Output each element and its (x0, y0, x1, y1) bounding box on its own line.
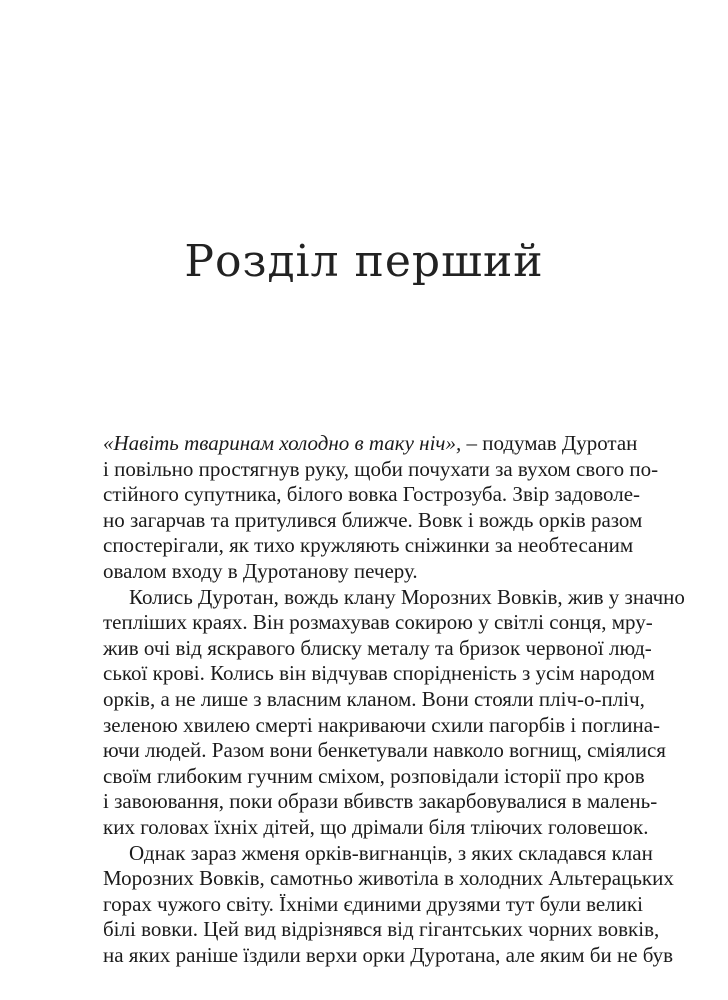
paragraph-2-line-1: Колись Дуротан, вождь клану Морозних Вовків, жив у значно (129, 584, 685, 609)
paragraph-3-line-3: горах чужого світу. Їхніми єдиними друзями тут були великі (103, 891, 643, 916)
paragraph-2-line-4: ської крові. Колись він відчував спорідненість з усім народом (103, 661, 655, 686)
paragraph-3-line-4: білі вовки. Цей вид відрізнявся від гігантських чорних вовків, (103, 917, 660, 942)
paragraph-2-line-6: зеленою хвилею смерті накриваючи схили пагорбів і поглина- (103, 712, 661, 737)
paragraph-1-line-3: стійного супутника, білого вовка Гострозуба. Звір задоволе- (103, 482, 641, 507)
paragraph-1-line-4: но загарчав та притулився ближче. Вовк і вождь орків разом (103, 507, 643, 532)
chapter-body (103, 431, 685, 968)
paragraph-2-line-8: своїм глибоким гучним сміхом, розповідали історії про кров (103, 763, 645, 788)
paragraph-2-line-5: орків, а не лише з власним кланом. Вони стояли пліч-о-пліч, (103, 686, 645, 711)
paragraph-2-line-7: ючи людей. Разом вони бенкетували навколо вогнищ, сміялися (103, 738, 666, 763)
paragraph-1-line-5: спостерігали, як тихо кружляють сніжинки за необтесаним (103, 533, 634, 558)
opening-line-rest: – подумав Дуротан (461, 431, 638, 455)
opening-quote: «Навіть тваринам холодно в таку ніч», (103, 431, 462, 455)
paragraph-1-line-1 (103, 431, 638, 457)
paragraph-3-line-2: Морозних Вовків, самотньо животіла в холодних Альтерацьких (103, 866, 674, 891)
paragraph-2-line-9: і завоювання, поки образи вбивств закарбовувалися в малень- (103, 789, 658, 814)
paragraph-1-line-6: овалом входу в Дуротанову печеру. (103, 558, 418, 583)
chapter-title: Розділ перший (184, 236, 544, 287)
paragraph-3-line-5: на яких раніше їздили верхи орки Дуротана, але яким би не був (103, 942, 674, 967)
paragraph-2-line-3: жив очі від яскравого блиску металу та бризок червоної люд- (103, 635, 652, 660)
paragraph-1-line-2: і повільно простягнув руку, щоби почухати за вухом свого по- (103, 456, 659, 481)
paragraph-3-line-1: Однак зараз жменя орків-вигнанців, з яких складався клан (129, 840, 653, 865)
paragraph-2-line-10: ких головах їхніх дітей, що дрімали біля тліючих головешок. (103, 814, 649, 839)
paragraph-2-line-2: тепліших краях. Він розмахував сокирою у світлі сонця, мру- (103, 610, 653, 635)
